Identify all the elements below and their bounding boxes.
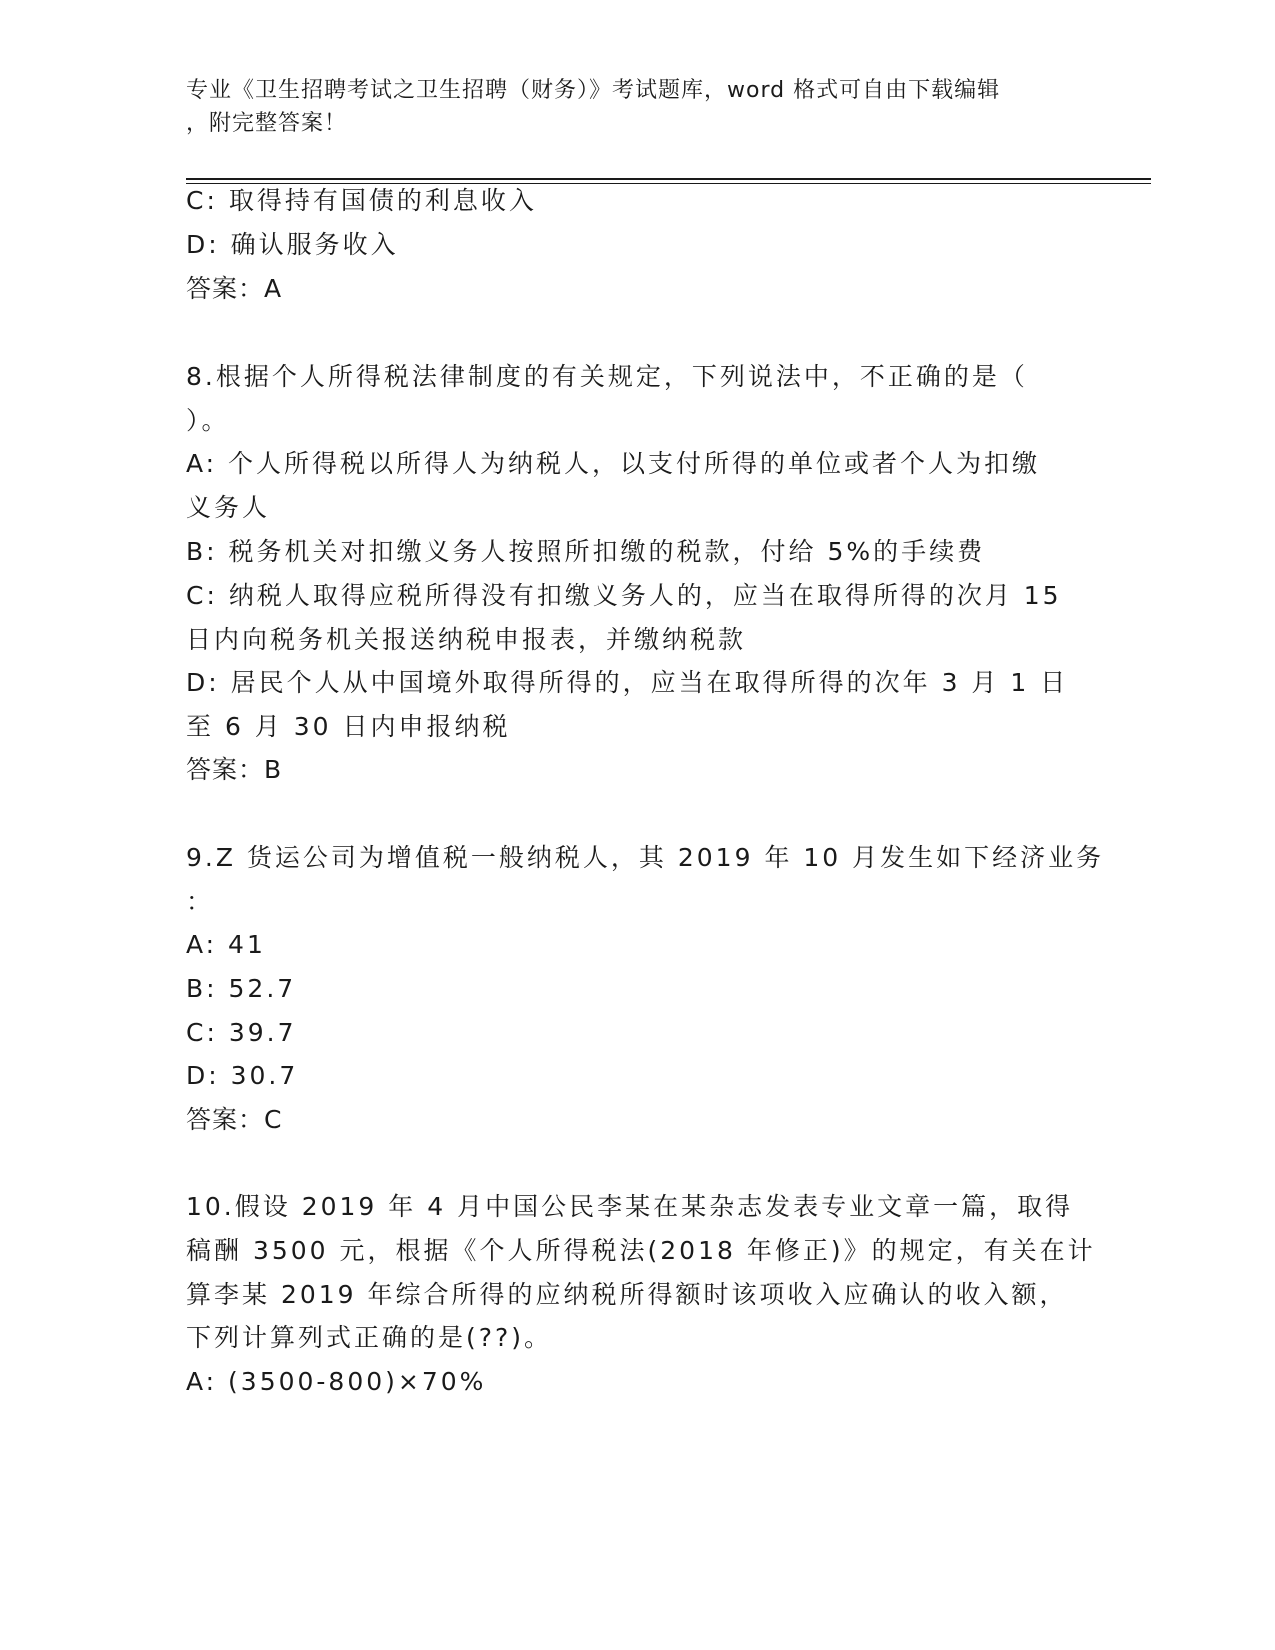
- q9-option-d: D: 30.7: [186, 1061, 299, 1090]
- q9-stem-line-1: 9.Z 货运公司为增值税一般纳税人，其 2019 年 10 月发生如下经济业务: [186, 843, 1105, 872]
- q8-stem-line-1: 8.根据个人所得税法律制度的有关规定，下列说法中，不正确的是（: [186, 362, 1028, 391]
- header-line-1: 专业《卫生招聘考试之卫生招聘（财务）》考试题库，word 格式可自由下载编辑: [186, 78, 1001, 103]
- q8-option-a-line-2: 义务人: [186, 493, 271, 522]
- q10-stem-line-1: 10.假设 2019 年 4 月中国公民李某在某杂志发表专业文章一篇，取得: [186, 1192, 1074, 1221]
- q9-option-c: C: 39.7: [186, 1018, 297, 1047]
- q8-option-c-line-1: C: 纳税人取得应税所得没有扣缴义务人的，应当在取得所得的次月 15: [186, 581, 1062, 610]
- q7-answer: 答案：A: [186, 274, 283, 303]
- q8-option-c-line-2: 日内向税务机关报送纳税申报表，并缴纳税款: [186, 625, 747, 654]
- q9-option-b: B: 52.7: [186, 974, 297, 1003]
- q9-answer: 答案：C: [186, 1105, 283, 1134]
- q10-stem-line-2: 稿酬 3500 元，根据《个人所得税法(2018 年修正)》的规定，有关在计: [186, 1236, 1096, 1265]
- q8-stem-line-2: ）。: [186, 406, 230, 435]
- q9-option-a: A: 41: [186, 930, 266, 959]
- q8-option-d-line-1: D: 居民个人从中国境外取得所得的，应当在取得所得的次年 3 月 1 日: [186, 668, 1069, 697]
- q7-option-c: C: 取得持有国债的利息收入: [186, 186, 537, 215]
- q8-option-b: B: 税务机关对扣缴义务人按照所扣缴的税款，付给 5%的手续费: [186, 537, 986, 566]
- q8-option-d-line-2: 至 6 月 30 日内申报纳税: [186, 712, 511, 741]
- q8-answer: 答案：B: [186, 755, 283, 784]
- document-header: [186, 74, 1066, 140]
- q8-option-a-line-1: A: 个人所得税以所得人为纳税人，以支付所得的单位或者个人为扣缴: [186, 449, 1041, 478]
- q10-option-a: A: (3500-800)×70%: [186, 1367, 487, 1396]
- q7-option-d: D: 确认服务收入: [186, 230, 399, 259]
- header-line-2: ，附完整答案！: [186, 111, 348, 136]
- q9-stem-line-2: ：: [186, 887, 215, 916]
- q10-stem-line-3: 算李某 2019 年综合所得的应纳税所得额时该项收入应确认的收入额，: [186, 1280, 1068, 1309]
- q10-stem-line-4: 下列计算列式正确的是(??)。: [186, 1323, 553, 1352]
